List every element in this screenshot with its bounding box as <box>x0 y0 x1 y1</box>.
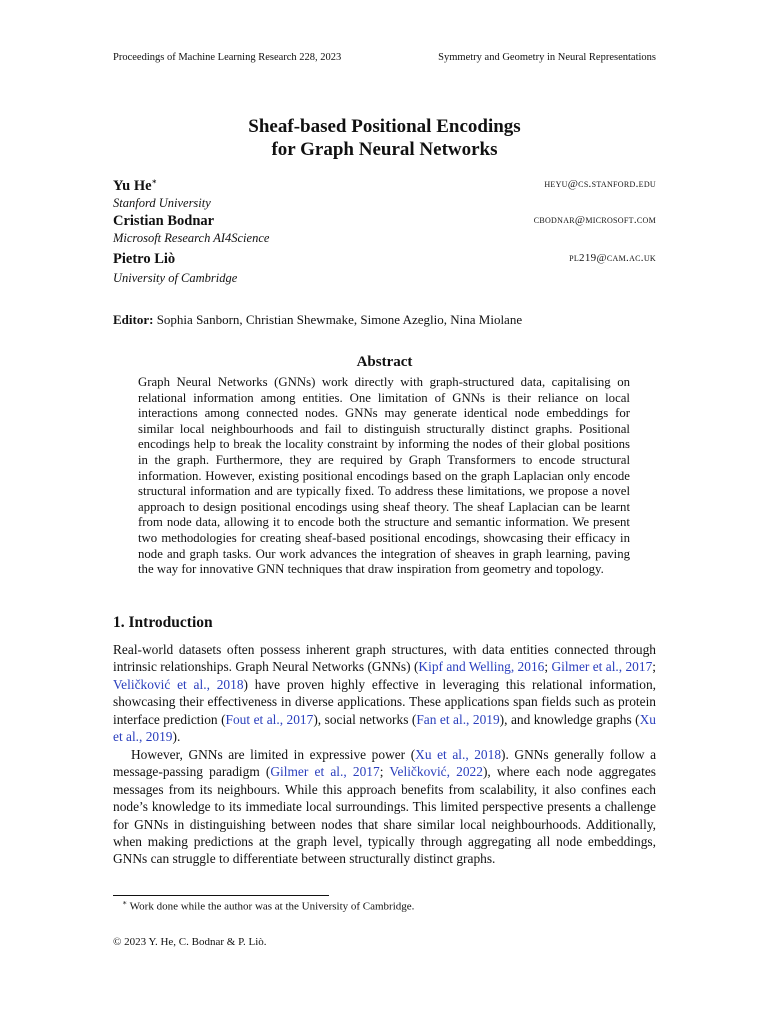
author-name: Cristian Bodnar <box>113 213 215 229</box>
footnote <box>122 898 414 913</box>
section-heading-introduction: 1. Introduction <box>113 614 213 631</box>
paragraph-2 <box>113 746 656 868</box>
copyright-notice: © 2023 Y. He, C. Bodnar & P. Liò. <box>113 936 267 948</box>
citation-link[interactable]: Veličković et al., 2018 <box>113 676 244 692</box>
citation-link[interactable]: Xu et al., 2018 <box>415 747 502 762</box>
author-name-text: Yu He <box>113 177 152 194</box>
text-run: ). <box>172 729 181 745</box>
author-affiliation: University of Cambridge <box>113 271 238 285</box>
paper-title-line-2: for Graph Neural Networks <box>271 139 498 160</box>
author-email[interactable]: heyu@cs.stanford.edu <box>544 178 656 190</box>
paper-title-line-1: Sheaf-based Positional Encodings <box>248 116 521 137</box>
text-run: ). GNNs generally follow a message-passing paradigm ( <box>113 747 657 780</box>
text-run: ), where each node aggregates messages from its neighbours. While this approach benefits from scalability, it also confines each node’s knowledge to its immediate local surroundings. This limited perspective presents a challenge for GNNs in distinguishing between nodes that share similar local neighbourhoods. Additionally, when making predictions at the graph level, typically through aggregating all node embeddings, GNNs can struggle to differentiate between structurally distinct graphs. <box>113 764 656 867</box>
author-block-3 <box>113 250 656 286</box>
citation-link[interactable]: Xu et al., 2019 <box>113 711 656 745</box>
text-run: ; <box>652 659 656 675</box>
author-name <box>113 176 157 195</box>
text-run: ; <box>379 764 390 780</box>
citation-link[interactable]: Veličković, 2022 <box>389 764 483 780</box>
footnote-divider <box>113 895 329 896</box>
citation-link[interactable]: Gilmer et al., 2017 <box>551 659 653 675</box>
citation-link[interactable]: Kipf and Welling, 2016 <box>418 659 545 675</box>
footnote-marker: ∗ <box>151 177 158 186</box>
text-run: ; <box>544 659 552 675</box>
author-block-2 <box>113 212 656 246</box>
editor-label: Editor: <box>113 312 154 327</box>
abstract-text: Graph Neural Networks (GNNs) work directly with graph-structured data, capitalising on relational information among entities. One limitation of GNNs is their reliance on local interactions among connected nodes. GNNs may generate identical node embeddings for similar local neighbourhoods and fail to distinguish structurally distinct graphs. Positional encodings help to break the locality constraint by informing the nodes of their global positions in the graph. Furthermore, they are required by Graph Transformers to encode structural information. However, existing positional encodings based on the graph Laplacian only encode structural information and are typically fixed. To address these limitations, we propose a novel approach to design positional encodings using sheaf theory. The sheaf Laplacian can be learnt from node data, allowing it to encode both the structure and semantic information. We present two methodologies for creating sheaf-based positional encodings, showcasing their efficacy in node and graph tasks. Our work advances the integration of sheaves in graph learning, paving the way for innovative GNN techniques that draw inspiration from geometry and topology. <box>138 375 630 577</box>
editor-line <box>113 312 656 328</box>
running-head-workshop: Symmetry and Geometry in Neural Representations <box>438 52 656 63</box>
text-run: ), social networks ( <box>313 711 417 727</box>
author-block-1 <box>113 176 656 211</box>
abstract-heading: Abstract <box>356 354 413 370</box>
author-email[interactable]: pl219@cam.ac.uk <box>569 252 656 264</box>
editor-names: Sophia Sanborn, Christian Shewmake, Simone Azeglio, Nina Miolane <box>156 312 523 327</box>
text-run: However, GNNs are limited in expressive power ( <box>131 747 416 762</box>
footnote-text: Work done while the author was at the University of Cambridge. <box>129 900 415 913</box>
footnote-marker: ∗ <box>122 898 128 907</box>
running-head-venue: Proceedings of Machine Learning Research 228, 2023 <box>113 52 342 63</box>
text-run: Real-world datasets often possess inherent graph structures, with data entities connected through intrinsic relationships. Graph Neural Networks (GNNs) ( <box>113 642 656 675</box>
paper-title <box>113 115 656 161</box>
author-affiliation: Microsoft Research AI4Science <box>113 231 270 245</box>
author-name: Pietro Liò <box>113 251 176 267</box>
citation-link[interactable]: Fan et al., 2019 <box>416 711 500 727</box>
author-affiliation: Stanford University <box>113 195 211 210</box>
paragraph-1 <box>113 641 656 745</box>
text-run: ) have proven highly effective in leveraging this relational information, showcasing their effectiveness in diverse applications. These applications span fields such as protein interface prediction ( <box>113 676 656 727</box>
text-run: ), and knowledge graphs ( <box>499 711 640 727</box>
citation-link[interactable]: Gilmer et al., 2017 <box>270 764 380 780</box>
author-email[interactable]: cbodnar@microsoft.com <box>533 214 656 226</box>
citation-link[interactable]: Fout et al., 2017 <box>225 711 314 727</box>
